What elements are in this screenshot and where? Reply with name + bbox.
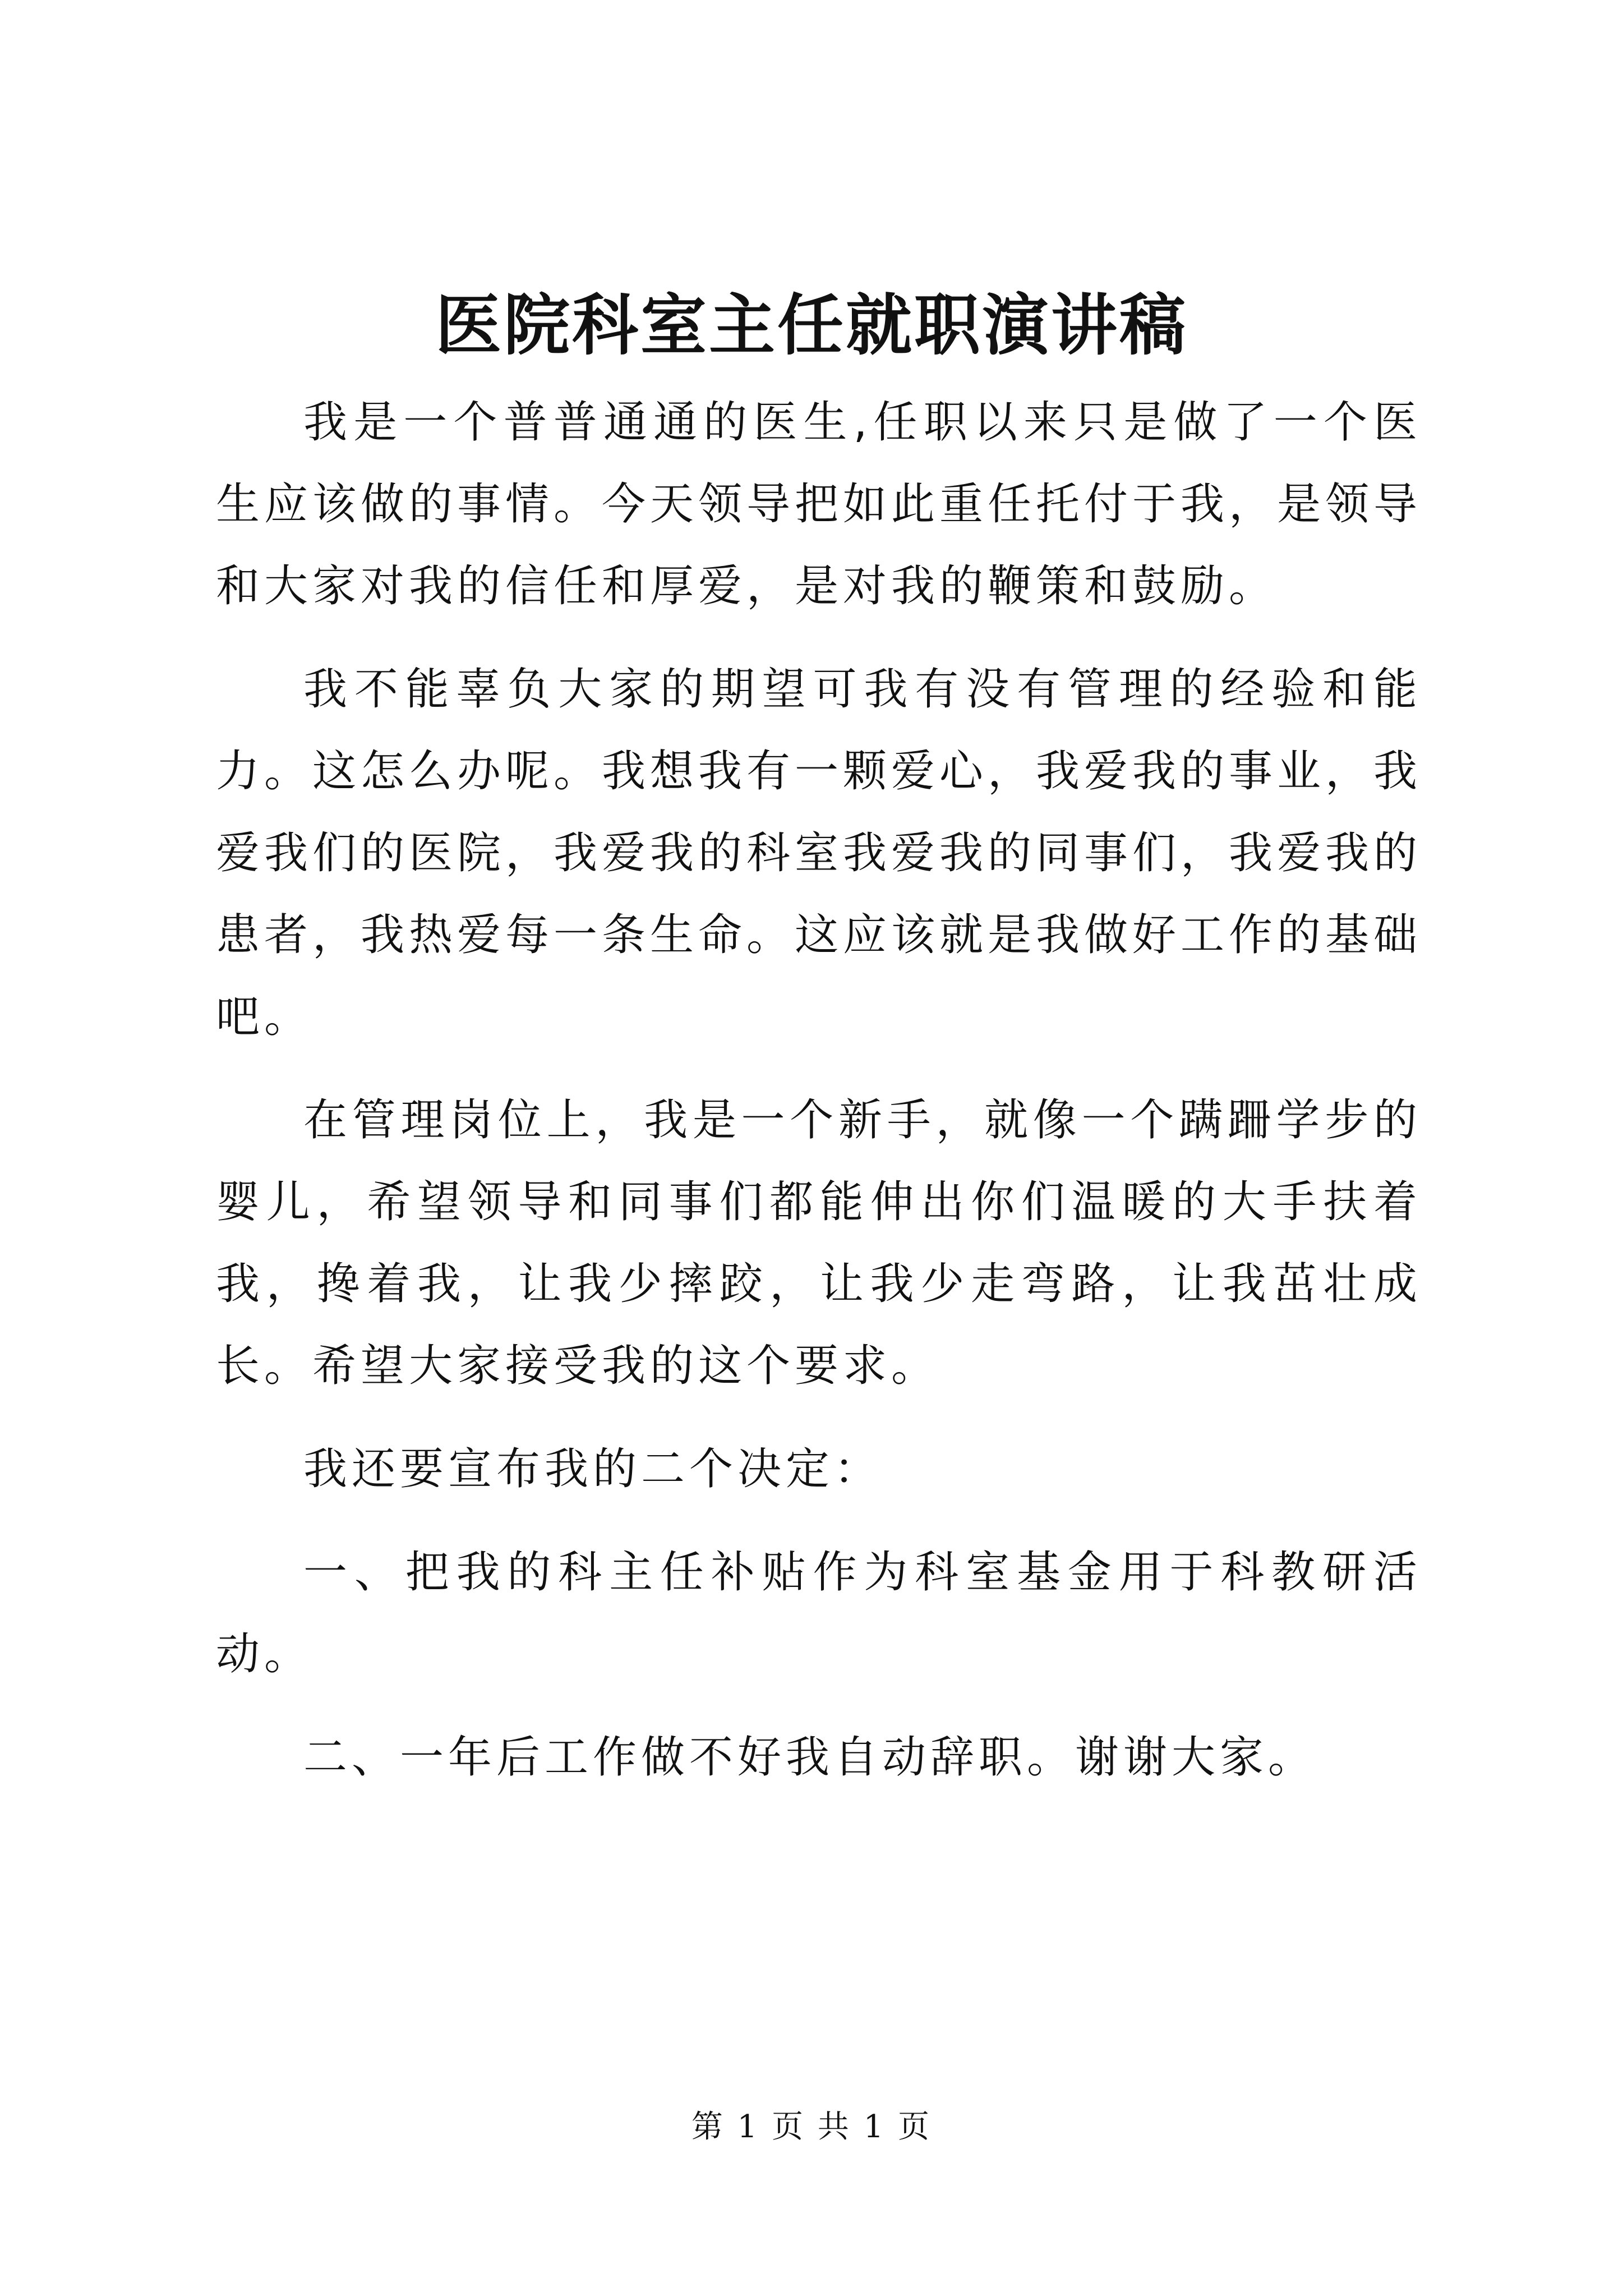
page-number-footer: 第 1 页 共 1 页 [691, 2109, 932, 2145]
paragraph: 我不能辜负大家的期望可我有没有管理的经验和能力。这怎么办呢。我想我有一颗爱心，我爱我的事业，我爱我们的医院，我爱我的科室我爱我的同事们，我爱我的患者，我热爱每一条生命。这应该就是我做好工作的基础吧。 [216, 664, 1422, 1042]
paragraph: 二、一年后工作做不好我自动辞职。谢谢大家。 [303, 1732, 1317, 1783]
document-title: 医院科室主任就职演讲稿 [435, 286, 1188, 364]
document-body [216, 381, 1422, 1820]
paragraph: 一、把我的科主任补贴作为科室基金用于科教研活动。 [216, 1547, 1422, 1680]
paragraph: 我是一个普普通通的医生,任职以来只是做了一个医生应该做的事情。今天领导把如此重任托付于我，是领导和大家对我的信任和厚爱，是对我的鞭策和鼓励。 [216, 397, 1422, 611]
paragraph: 我还要宣布我的二个决定： [303, 1444, 883, 1494]
paragraph: 在管理岗位上，我是一个新手，就像一个蹒跚学步的婴儿，希望领导和同事们都能伸出你们温暖的大手扶着我，搀着我，让我少摔跤，让我少走弯路，让我茁壮成长。希望大家接受我的这个要求。 [216, 1095, 1422, 1391]
